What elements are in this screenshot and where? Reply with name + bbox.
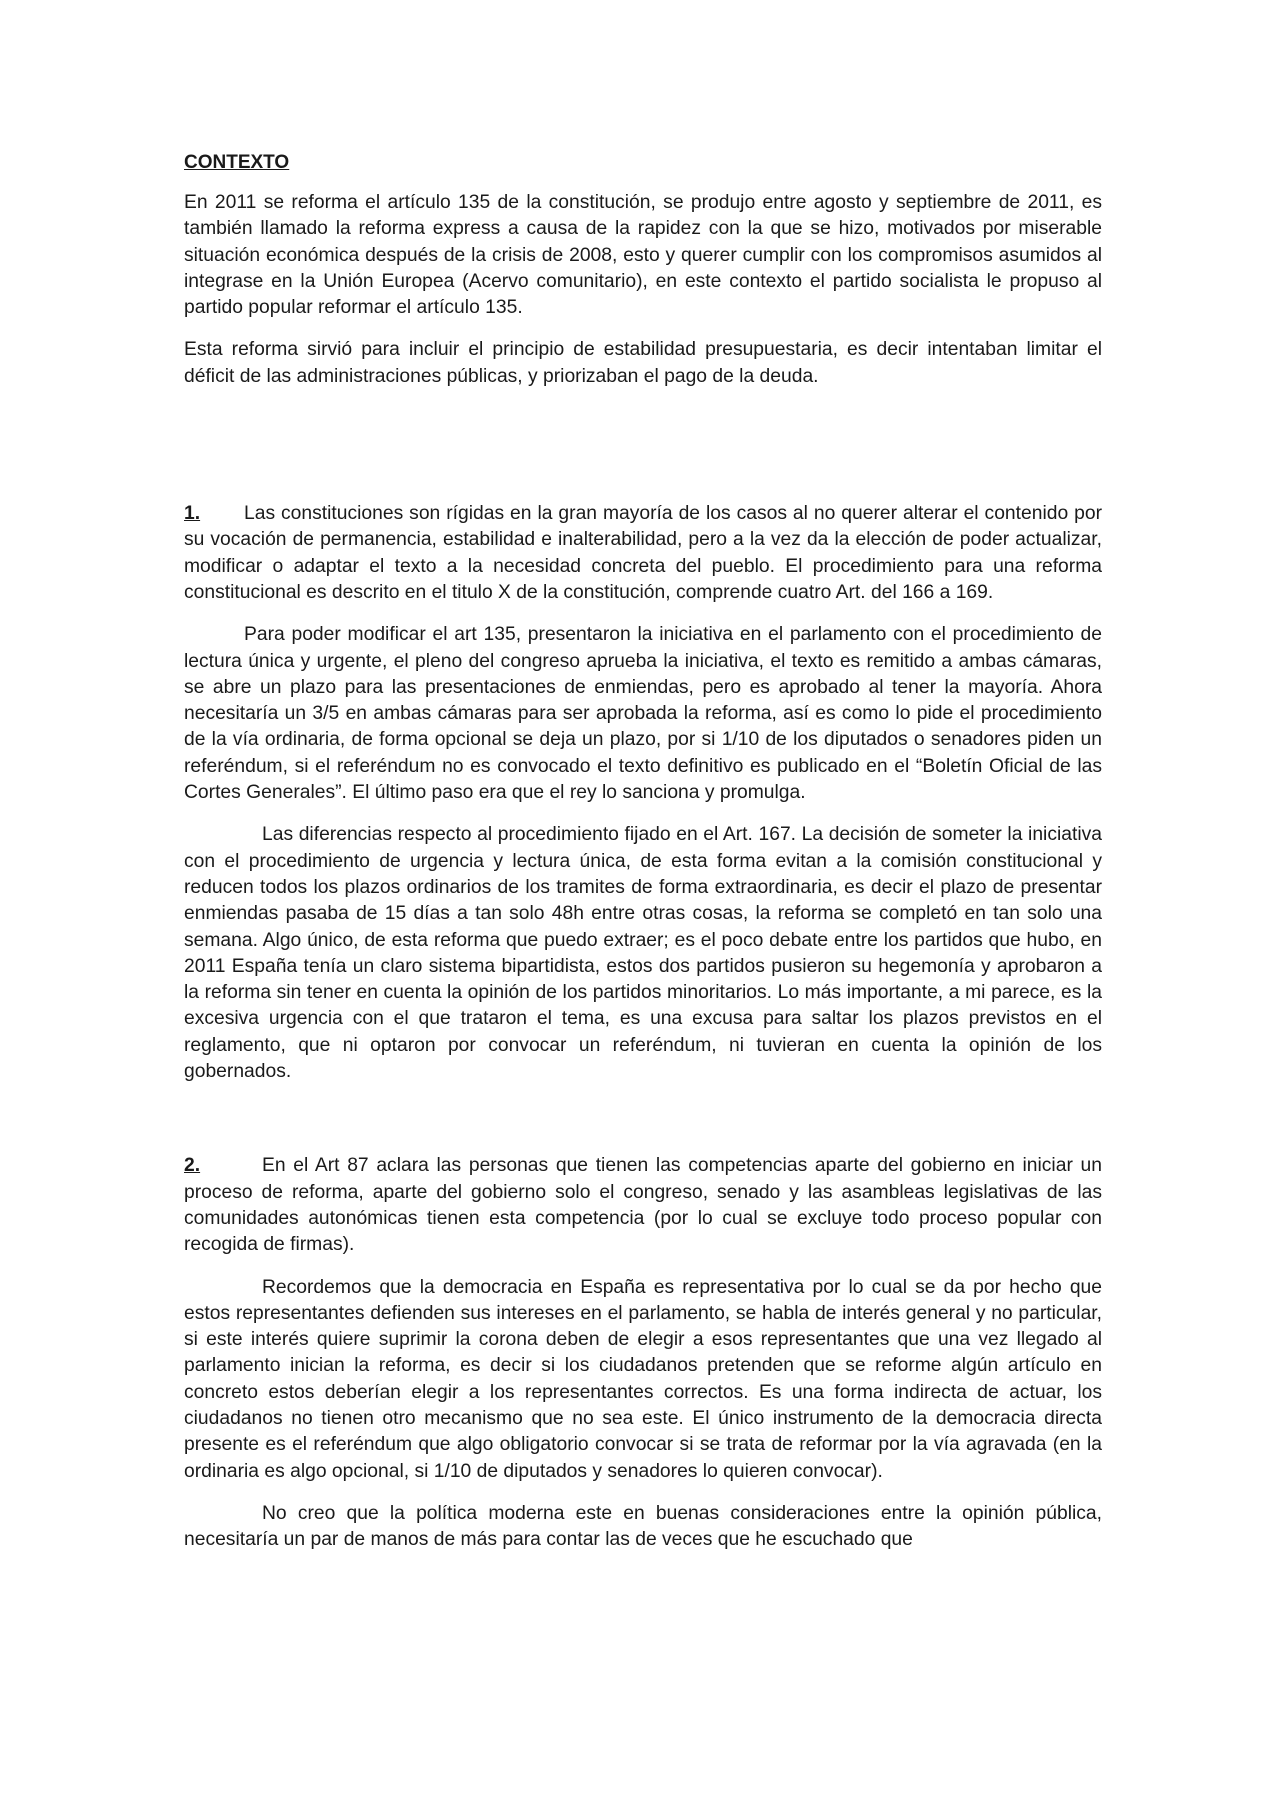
section-2-paragraph-3: No creo que la política moderna este en buenas consideraciones entre la opinión pública, necesitaría un par de manos de más para contar las de veces que he escuchado que bbox=[184, 1502, 1102, 1551]
context-paragraph-1: En 2011 se reforma el artículo 135 de la constitución, se produjo entre agosto y septiembre de 2011, es también llamado la reforma express a causa de la rapidez con la que se hizo, motivados por miserable situación económica después de la crisis de 2008, esto y querer cumplir con los compromisos asumidos al integrase en la Unión Europea (Acervo comunitario), en este contexto el partido socialista le propuso al partido popular reformar el artículo 135. bbox=[184, 192, 1102, 319]
section-1-number: 1. bbox=[184, 503, 201, 525]
section-2-number: 2. bbox=[184, 1155, 201, 1177]
document-page bbox=[184, 150, 1102, 1569]
spacer bbox=[184, 1101, 1102, 1153]
section-1-paragraph-2: Para poder modificar el art 135, presentaron la iniciativa en el parlamento con el procedimiento de lectura única y urgente, el pleno del congreso aprueba la iniciativa, el texto es remitido a ambas cámaras, se abre un plazo para las presentaciones de enmiendas, pero es aprobado al tener la mayoría. Ahora necesitaría un 3/5 en ambas cámaras para ser aprobada la reforma, así es como lo pide el procedimiento de la vía ordinaria, de forma opcional se deja un plazo, por si 1/10 de los diputados o senadores piden un referéndum, si el referéndum no es convocado el texto definitivo es publicado en el “Boletín Oficial de las Cortes Generales”. El último paso era que el rey lo sanciona y promulga. bbox=[184, 624, 1102, 804]
spacer bbox=[184, 406, 1102, 501]
section-2-p1-text: En el Art 87 aclara las personas que tienen las competencias aparte del gobierno en iniciar un proceso de reforma, aparte del gobierno solo el congreso, senado y las asambleas legislativas de las comunidades autonómicas tienen esta competencia (por lo cual se excluye todo proceso popular con recogida de firmas). bbox=[184, 1155, 1102, 1256]
section-1-paragraph-1 bbox=[184, 501, 1102, 606]
section-1-paragraph-3: Las diferencias respecto al procedimiento fijado en el Art. 167. La decisión de someter la iniciativa con el procedimiento de urgencia y lectura única, de esta forma evitan a la comisión constitucional y reducen todos los plazos ordinarios de los tramites de forma extraordinaria, es decir el plazo de presentar enmiendas pasaba de 15 días a tan solo 48h entre otras cosas, la reforma se completó en tan solo una semana. Algo único, de esta reforma que puedo extraer; es el poco debate entre los partidos que hubo, en 2011 España tenía un claro sistema bipartidista, estos dos partidos pusieron su hegemonía y aprobaron a la reforma sin tener en cuenta la opinión de los partidos minoritarios. Lo más importante, a mi parece, es la excesiva urgencia con el que trataron el tema, es una excusa para saltar los plazos previstos en el reglamento, que ni optaron por convocar un referéndum, ni tuvieran en cuenta la opinión de los gobernados. bbox=[184, 824, 1102, 1083]
section-2-paragraph-1 bbox=[184, 1153, 1102, 1258]
section-2-paragraph-2: Recordemos que la democracia en España es representativa por lo cual se da por hecho que estos representantes defienden sus intereses en el parlamento, se habla de interés general y no particular, si este interés quiere suprimir la corona deben de elegir a esos representantes que una vez llegado al parlamento inician la reforma, es decir si los ciudadanos pretenden que se reforme algún artículo en concreto estos deberían elegir a los representantes correctos. Es una forma indirecta de actuar, los ciudadanos no tienen otro mecanismo que no sea este. El único instrumento de la democracia directa presente es el referéndum que algo obligatorio convocar si se trata de reformar por la vía agravada (en la ordinaria es algo opcional, si 1/10 de diputados y senadores lo quieren convocar). bbox=[184, 1276, 1102, 1482]
section-1-p1-text: Las constituciones son rígidas en la gran mayoría de los casos al no querer alterar el contenido por su vocación de permanencia, estabilidad e inalterabilidad, pero a la vez da la elección de poder actualizar, modificar o adaptar el texto a la necesidad concreta del pueblo. El procedimiento para una reforma constitucional es descrito en el titulo X de la constitución, comprende cuatro Art. del 166 a 169. bbox=[184, 503, 1102, 603]
section-heading: CONTEXTO bbox=[184, 152, 290, 173]
context-paragraph-2: Esta reforma sirvió para incluir el principio de estabilidad presupuestaria, es decir intentaban limitar el déficit de las administraciones públicas, y priorizaban el pago de la deuda. bbox=[184, 339, 1102, 387]
